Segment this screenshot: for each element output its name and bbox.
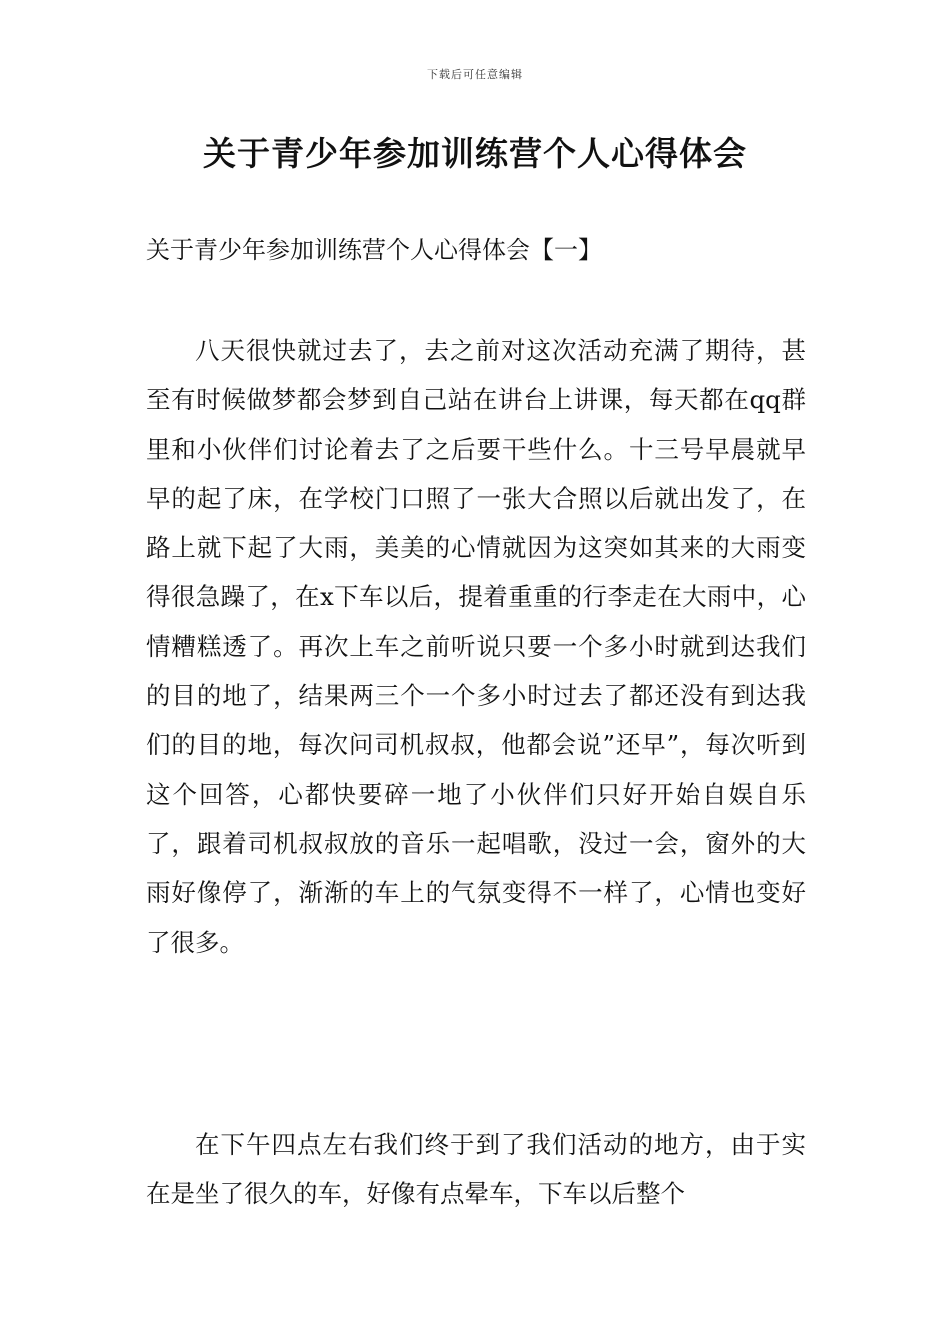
paragraph-2: 在下午四点左右我们终于到了我们活动的地方，由于实在是坐了很久的车，好像有点晕车，下车以后整个 bbox=[146, 1130, 806, 1209]
document-title: 关于青少年参加训练营个人心得体会 bbox=[203, 134, 747, 173]
header-note: 下载后可任意编辑 bbox=[427, 68, 523, 81]
section-subtitle: 关于青少年参加训练营个人心得体会【一】 bbox=[146, 236, 602, 264]
paragraph-1: 八天很快就过去了，去之前对这次活动充满了期待，甚至有时候做梦都会梦到自己站在讲台上讲课，每天都在qq群里和小伙伴们讨论着去了之后要干些什么。十三号早晨就早早的起了床，在学校门口照了一张大合照以后就出发了，在路上就下起了大雨，美美的心情就因为这突如其来的大雨变得很急躁了，在x下车以后，提着重重的行李走在大雨中，心情糟糕透了。再次上车之前听说只要一个多小时就到达我们的目的地了，结果两三个一个多小时过去了都还没有到达我们的目的地，每次问司机叔叔，他都会说”还早”，每次听到这个回答，心都快要碎一地了小伙伴们只好开始自娱自乐了，跟着司机叔叔放的音乐一起唱歌，没过一会，窗外的大雨好像停了，渐渐的车上的气氛变得不一样了，心情也变好了很多。 bbox=[146, 336, 806, 957]
